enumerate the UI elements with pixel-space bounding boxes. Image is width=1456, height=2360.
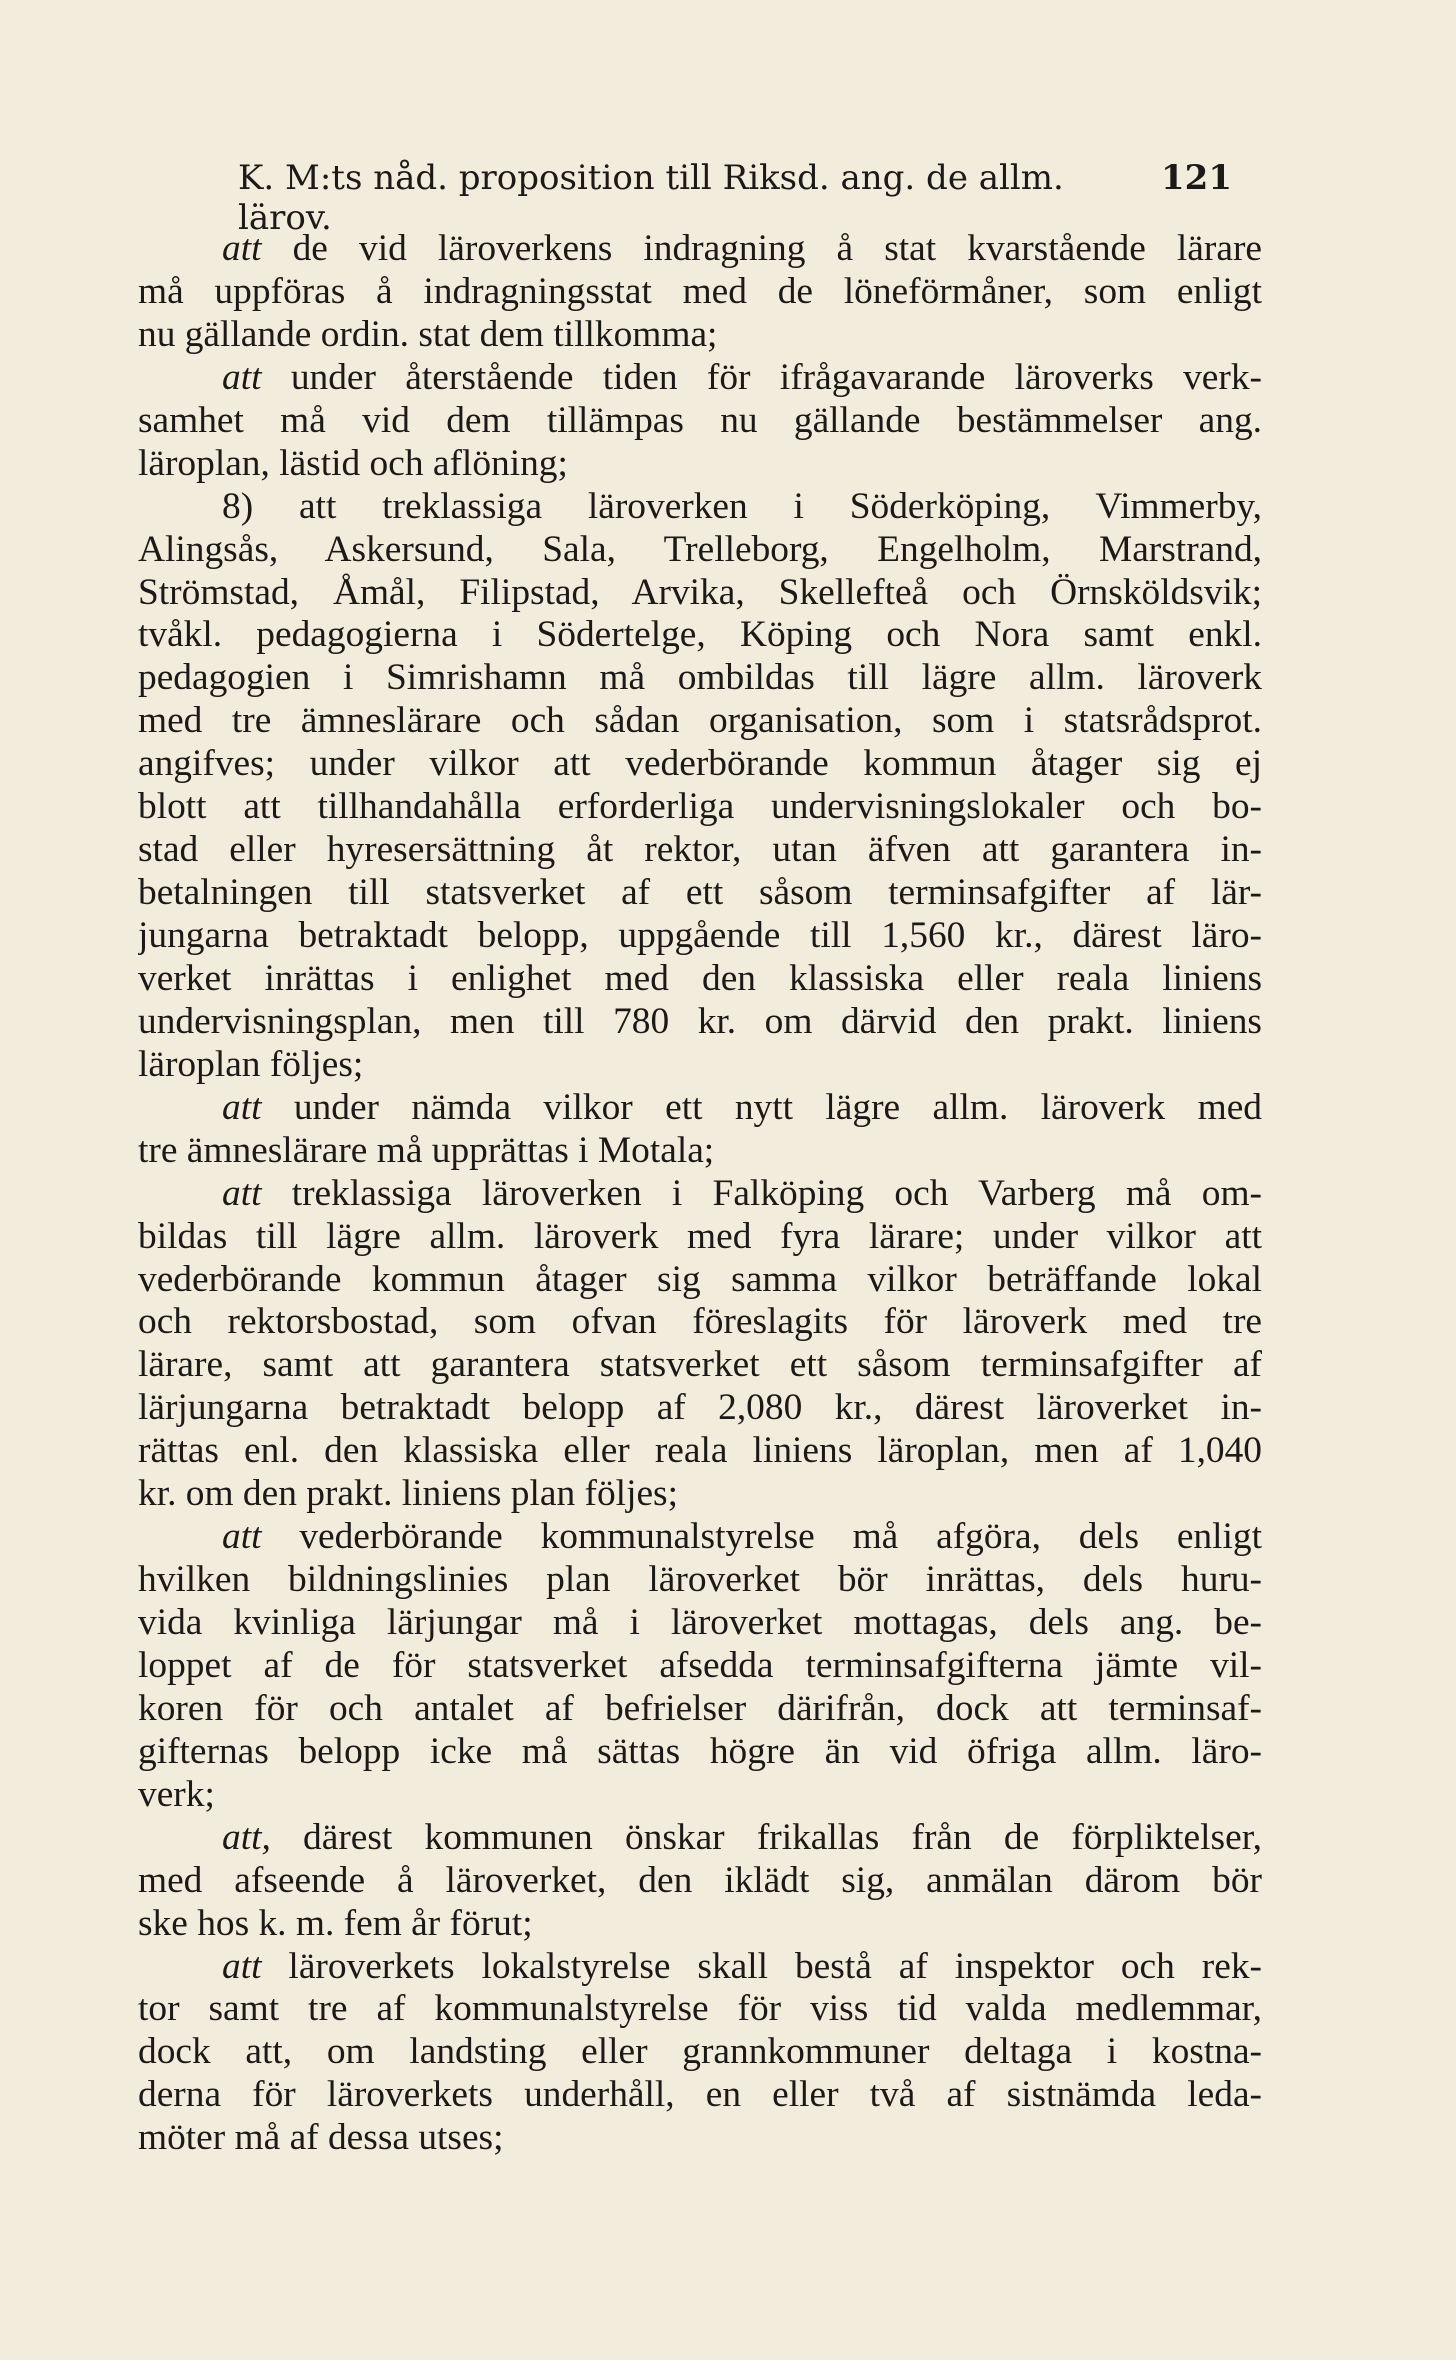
text-line <box>138 1301 1262 1344</box>
line-text: undervisningsplan, men till 780 kr. om därvid den prakt. liniens <box>138 1000 1262 1042</box>
text-line <box>138 271 1262 314</box>
text-line <box>138 1216 1262 1259</box>
line-text: hvilken bildningslinies plan läroverket bör inrättas, dels huru- <box>138 1559 1262 1601</box>
line-text: betalningen till statsverket af ett såsom terminsafgifter af lär- <box>138 872 1262 914</box>
text-line <box>138 1988 1262 2031</box>
text-line <box>138 1645 1262 1688</box>
line-text: rättas enl. den klassiska eller reala liniens läroplan, men af 1,040 <box>138 1430 1262 1472</box>
running-header <box>238 158 1232 238</box>
line-text: bildas till lägre allm. läroverk med fyra lärare; under vilkor att <box>138 1215 1262 1257</box>
line-text: med afseende å läroverket, den iklädt sig, anmälan därom bör <box>138 1859 1262 1901</box>
line-text: läroplan följes; <box>138 1043 364 1085</box>
line-text: under nämda vilkor ett nytt lägre allm. läroverk med <box>261 1086 1262 1128</box>
italic-att: att <box>222 356 262 398</box>
text-line <box>138 1903 1262 1946</box>
text-line <box>138 829 1262 872</box>
line-text: samhet må vid dem tillämpas nu gällande bestämmelser ang. <box>138 399 1262 441</box>
line-text: verket inrättas i enlighet med den klassiska eller reala liniens <box>138 957 1262 999</box>
line-text: dock att, om landsting eller grannkommuner deltaga i kostna- <box>138 2031 1262 2073</box>
page-number: 121 <box>1161 158 1232 198</box>
text-line <box>138 915 1262 958</box>
italic-att: att <box>222 1516 262 1558</box>
text-line <box>138 1259 1262 1302</box>
text-line <box>138 1173 1262 1216</box>
line-text: nu gällande ordin. stat dem tillkomma; <box>138 313 718 355</box>
italic-att: att <box>222 1172 262 1214</box>
text-line <box>138 657 1262 700</box>
line-text: 8) att treklassiga läroverken i Söderköping, Vimmerby, <box>222 485 1262 527</box>
italic-att: att, <box>222 1816 271 1858</box>
italic-att: att <box>222 228 262 269</box>
line-text: derna för läroverkets underhåll, en eller två af sistnämda leda- <box>138 2074 1262 2116</box>
line-text: därest kommunen önskar frikallas från de förpliktelser, <box>270 1816 1262 1858</box>
line-text: Strömstad, Åmål, Filipstad, Arvika, Skellefteå och Örnsköldsvik; <box>138 571 1262 613</box>
text-line <box>138 1387 1262 1430</box>
line-text: de vid läroverkens indragning å stat kvarstående lärare <box>261 228 1262 269</box>
text-line <box>138 1860 1262 1903</box>
text-line <box>138 2031 1262 2074</box>
line-text: må uppföras å indragningsstat med de löneförmåner, som enligt <box>138 270 1262 312</box>
text-line <box>138 614 1262 657</box>
text-line <box>138 1344 1262 1387</box>
line-text: vederbörande kommun åtager sig samma vilkor beträffande lokal <box>138 1258 1262 1300</box>
text-line <box>138 228 1262 271</box>
line-text: Alingsås, Askersund, Sala, Trelleborg, Engelholm, Marstrand, <box>138 528 1262 570</box>
text-line <box>138 486 1262 529</box>
text-line <box>138 529 1262 572</box>
line-text: vida kvinliga lärjungar må i läroverket mottagas, dels ang. be- <box>138 1602 1262 1643</box>
line-text: tvåkl. pedagogierna i Södertelge, Köping och Nora samt enkl. <box>138 614 1262 656</box>
text-line <box>138 1731 1262 1774</box>
text-line <box>138 314 1262 357</box>
text-line <box>138 958 1262 1001</box>
text-line <box>138 1430 1262 1473</box>
line-text: möter må af dessa utses; <box>138 2117 504 2159</box>
line-text: läroplan, lästid och aflöning; <box>138 442 568 484</box>
text-line <box>138 1044 1262 1087</box>
body-text <box>138 228 1262 2160</box>
italic-att: att <box>222 1945 262 1987</box>
text-line <box>138 1688 1262 1731</box>
text-line <box>138 1130 1262 1173</box>
line-text: kr. om den prakt. liniens plan följes; <box>138 1473 678 1515</box>
text-line <box>138 1559 1262 1602</box>
text-line <box>138 1817 1262 1860</box>
line-text: pedagogien i Simrishamn må ombildas till lägre allm. läroverk <box>138 657 1262 699</box>
text-line <box>138 700 1262 743</box>
line-text: blott att tillhandahålla erforderliga undervisningslokaler och bo- <box>138 786 1262 828</box>
text-line <box>138 443 1262 486</box>
line-text: stad eller hyresersättning åt rektor, utan äfven att garantera in- <box>138 829 1262 871</box>
line-text: gifternas belopp icke må sättas högre än vid öfriga allm. läro- <box>138 1730 1262 1772</box>
text-line <box>138 1516 1262 1559</box>
text-line <box>138 1473 1262 1516</box>
text-line <box>138 2074 1262 2117</box>
line-text: koren för och antalet af befrielser därifrån, dock att terminsaf- <box>138 1687 1262 1729</box>
line-text: med tre ämneslärare och sådan organisation, som i statsrådsprot. <box>138 700 1262 742</box>
text-line <box>138 786 1262 829</box>
line-text: angifves; under vilkor att vederbörande kommun åtager sig ej <box>138 743 1262 785</box>
line-text: och rektorsbostad, som ofvan föreslagits för läroverk med tre <box>138 1301 1262 1343</box>
line-text: jungarna betraktadt belopp, uppgående till 1,560 kr., därest läro- <box>138 915 1262 956</box>
line-text: verk; <box>138 1773 215 1815</box>
text-line <box>138 1774 1262 1817</box>
text-line <box>138 2117 1262 2160</box>
text-line <box>138 872 1262 915</box>
line-text: under återstående tiden för ifrågavarande läroverks verk- <box>261 356 1262 398</box>
line-text: loppet af de för statsverket afsedda terminsafgifterna jämte vil- <box>138 1644 1262 1686</box>
text-line <box>138 357 1262 400</box>
text-line <box>138 1087 1262 1130</box>
header-title: K. M:ts nåd. proposition till Riksd. ang. de allm. lärov. <box>238 158 1064 238</box>
text-line <box>138 743 1262 786</box>
line-text: vederbörande kommunalstyrelse må afgöra, dels enligt <box>261 1516 1262 1558</box>
italic-att: att <box>222 1086 262 1128</box>
line-text: tre ämneslärare må upprättas i Motala; <box>138 1129 715 1171</box>
line-text: treklassiga läroverken i Falköping och Varberg må om- <box>261 1172 1262 1214</box>
line-text: lärjungarna betraktadt belopp af 2,080 kr., därest läroverket in- <box>138 1387 1262 1429</box>
text-line <box>138 1946 1262 1989</box>
text-line <box>138 572 1262 615</box>
line-text: läroverkets lokalstyrelse skall bestå af inspektor och rek- <box>261 1945 1262 1987</box>
line-text: ske hos k. m. fem år förut; <box>138 1902 533 1944</box>
line-text: tor samt tre af kommunalstyrelse för viss tid valda medlemmar, <box>138 1988 1262 2030</box>
line-text: lärare, samt att garantera statsverket ett såsom terminsafgifter af <box>138 1344 1262 1386</box>
text-line <box>138 1602 1262 1645</box>
text-line <box>138 1001 1262 1044</box>
text-line <box>138 400 1262 443</box>
